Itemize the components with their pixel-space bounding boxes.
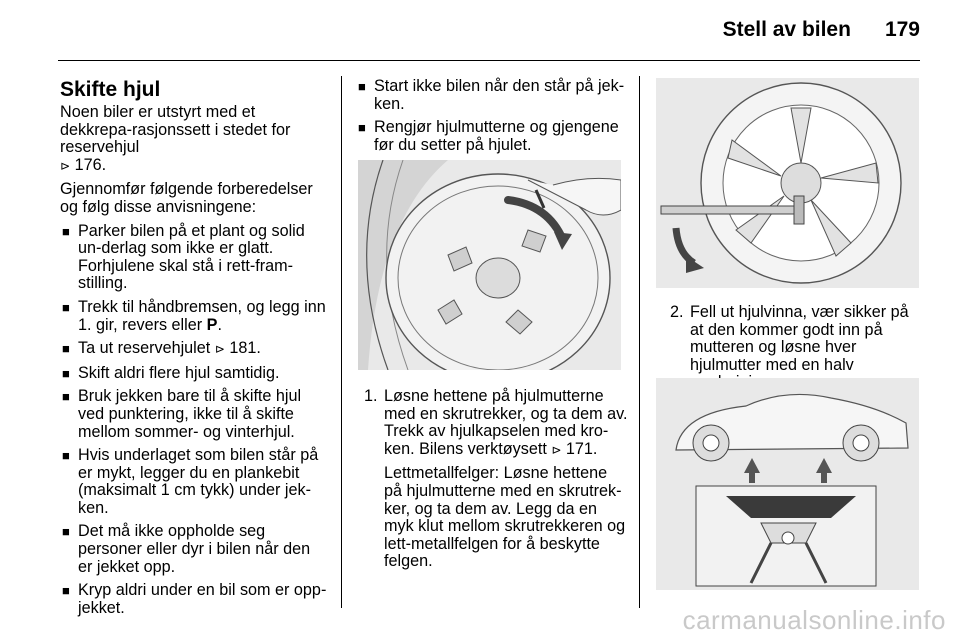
page-header (723, 18, 920, 42)
left-column (60, 78, 328, 623)
list-item: ■ Skift aldri flere hjul samtidig. (62, 363, 280, 382)
bullet-icon: ■ (358, 120, 366, 136)
step-1-subparagraph: Lettmetallfelger: Løsne hettene på hjulmutterne med en skrutrek-ker, og ta dem av. Legg da en myk klut mellom skrutrekkeren og lett-metallfelgen for å beskytte felgen. (384, 464, 626, 571)
intro-paragraph: Noen biler er utstyrt med et dekkrepa-rasjonssett i stedet for reservehjul ⊳ 176. (60, 103, 291, 174)
column-divider-2 (639, 76, 640, 608)
header-divider (58, 60, 920, 61)
ref-arrow-icon: ⊳ (551, 442, 562, 457)
bullet-icon: ■ (358, 79, 366, 94)
wheel-wrench-illustration (656, 78, 919, 288)
bullet-icon: ■ (62, 583, 70, 599)
bullet-icon: ■ (62, 389, 70, 405)
step-1: 1. Løsne hettene på hjulmutterne med en skrutrekker, og ta dem av. Trekk av hjulkapselen med kro-ken. Bilens verktøysett ⊳ 171. (364, 387, 628, 458)
watermark: carmanualsonline.info (682, 605, 946, 635)
list-item: ■ Rengjør hjulmutterne og gjengene før du setter på hjulet. (358, 118, 619, 154)
bullet-icon: ■ (62, 448, 70, 464)
bullet-icon: ■ (62, 365, 70, 381)
ref-arrow-icon: ⊳ (214, 342, 225, 357)
bullet-icon: ■ (62, 341, 70, 357)
prep-paragraph: Gjennomfør følgende forberedelser og følg disse anvisningene: (60, 180, 313, 216)
section-heading: Skifte hjul (60, 78, 161, 101)
list-item: ■ Parker bilen på et plant og solid un-derlag som ikke er glatt. Forhjulene skal stå i rett-fram-stilling. (62, 221, 305, 293)
list-item: ■ Hvis underlaget som bilen står på er mykt, legger du en plankebit (maksimalt 1 cm tykk) under jek-ken. (62, 446, 319, 517)
middle-column-steps (356, 388, 628, 577)
wheel-cap-illustration (358, 160, 621, 370)
list-item: ■ Bruk jekken bare til å skifte hjul ved punktering, ikke til å skifte mellom sommer- og vinterhjul. (62, 387, 302, 441)
list-item: ■ Ta ut reservehjulet ⊳ 181. (62, 339, 261, 358)
section-title: Stell av bilen (722, 18, 851, 41)
column-divider-1 (341, 76, 342, 608)
list-item: ■ Det må ikke oppholde seg personer eller dyr i bilen når den er jekket opp. (62, 522, 311, 576)
list-item: ■ Kryp aldri under en bil som er opp-jekket. (62, 581, 327, 617)
bullet-icon: ■ (62, 223, 70, 239)
list-item: ■ Trekk til håndbremsen, og legg inn 1. gir, revers eller P. (62, 297, 326, 334)
list-item: ■ Start ikke bilen når den står på jek-ken. (358, 77, 625, 113)
bullet-icon: ■ (62, 299, 70, 315)
middle-column-top (356, 78, 628, 160)
step-2: 2. Fell ut hjulvinna, vær sikker på at den kommer godt inn på mutteren og løsne hver hjulmutter med en halv (670, 303, 909, 374)
bullet-icon: ■ (62, 524, 70, 540)
car-jack-illustration (656, 378, 919, 590)
ref-arrow-icon: ⊳ (60, 158, 71, 173)
page-number: 179 (884, 18, 920, 41)
